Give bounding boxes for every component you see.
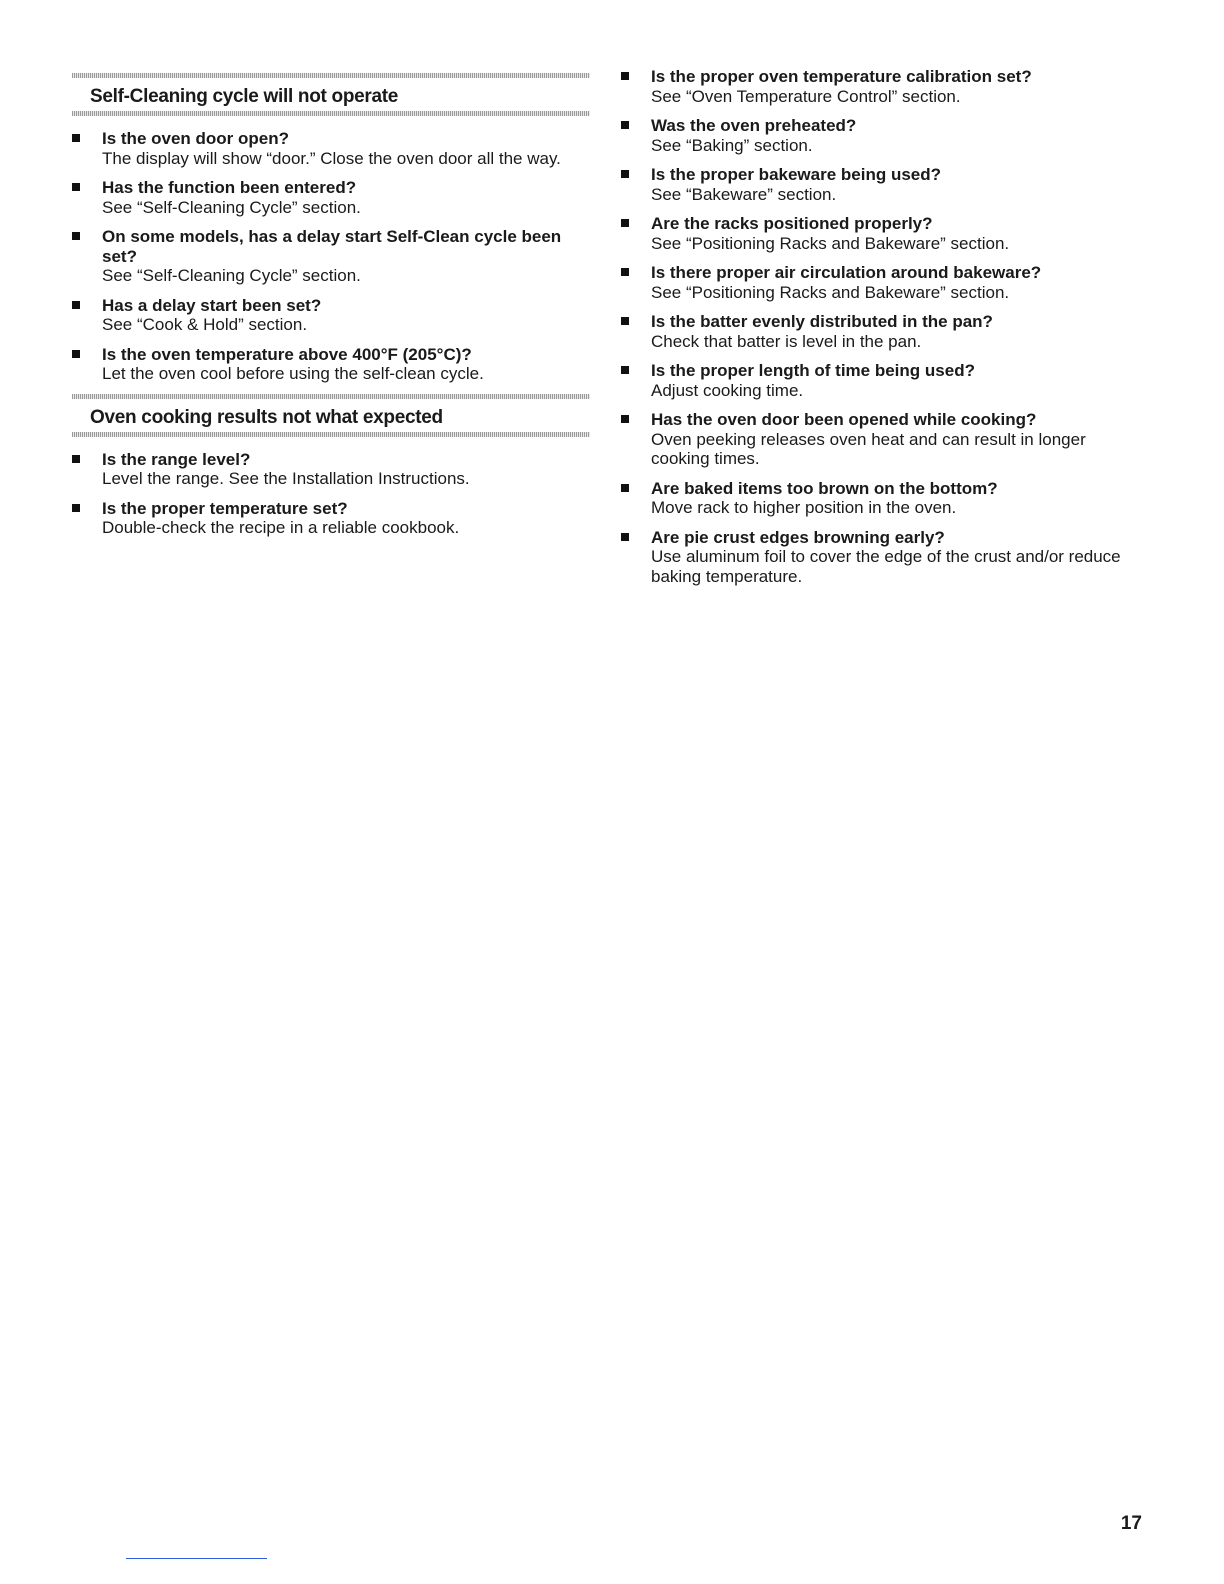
bullet-icon bbox=[72, 301, 80, 309]
list-item bbox=[621, 165, 1141, 204]
item-answer: See “Bakeware” section. bbox=[651, 184, 837, 204]
item-answer: Use aluminum foil to cover the edge of the crust and/or reduce baking temperature. bbox=[651, 547, 1121, 586]
bullet-icon bbox=[72, 350, 80, 358]
list-item bbox=[621, 67, 1141, 106]
list-item bbox=[72, 345, 590, 384]
list-item bbox=[621, 312, 1141, 351]
item-question: Was the oven preheated? bbox=[651, 116, 857, 135]
bullet-icon bbox=[621, 366, 629, 374]
item-answer: Move rack to higher position in the oven. bbox=[651, 498, 957, 517]
bullet-icon bbox=[72, 134, 80, 142]
item-answer: The display will show “door.” Close the oven door all the way. bbox=[102, 148, 561, 168]
item-answer: See “Positioning Racks and Bakeware” section. bbox=[651, 233, 1010, 253]
item-question: Is there proper air circulation around bakeware? bbox=[651, 263, 1042, 282]
item-question: Is the oven temperature above 400°F (205°C)? bbox=[102, 344, 472, 364]
left-column bbox=[72, 0, 590, 548]
section-header-cooking-results bbox=[72, 394, 590, 437]
section-title: Oven cooking results not what expected bbox=[90, 406, 443, 428]
item-question: Is the oven door open? bbox=[102, 129, 290, 148]
item-question: Is the proper temperature set? bbox=[102, 498, 348, 518]
list-item bbox=[621, 361, 1141, 400]
item-question: Is the batter evenly distributed in the pan? bbox=[651, 312, 993, 331]
list-item bbox=[72, 499, 590, 538]
bullet-icon bbox=[621, 170, 629, 178]
bullet-icon bbox=[72, 504, 80, 512]
item-answer: See “Oven Temperature Control” section. bbox=[651, 86, 961, 106]
item-answer: Level the range. See the Installation Instructions. bbox=[102, 469, 470, 488]
item-answer: See “Self-Cleaning Cycle” section. bbox=[102, 266, 361, 285]
list-item bbox=[72, 450, 590, 489]
bullet-icon bbox=[72, 232, 80, 240]
list-item bbox=[72, 296, 590, 335]
bullet-icon bbox=[621, 415, 629, 423]
item-answer: See “Positioning Racks and Bakeware” section. bbox=[651, 282, 1010, 302]
item-answer: Let the oven cool before using the self-clean cycle. bbox=[102, 364, 484, 383]
item-question: Has the oven door been opened while cooking? bbox=[651, 410, 1037, 429]
item-answer: See “Baking” section. bbox=[651, 135, 813, 155]
footer-link-line bbox=[126, 1558, 267, 1559]
bullet-icon bbox=[621, 317, 629, 325]
item-question: Are the racks positioned properly? bbox=[651, 214, 933, 233]
troubleshooting-list bbox=[72, 129, 590, 384]
list-item bbox=[621, 214, 1141, 253]
item-question: Has the function been entered? bbox=[102, 178, 357, 197]
section-title: Self-Cleaning cycle will not operate bbox=[90, 86, 399, 107]
item-question: Has a delay start been set? bbox=[102, 295, 322, 315]
section-header-self-cleaning bbox=[72, 73, 590, 116]
list-item bbox=[72, 227, 590, 286]
list-item bbox=[621, 263, 1141, 302]
item-question: Are pie crust edges browning early? bbox=[651, 527, 945, 547]
list-item bbox=[621, 479, 1141, 518]
list-item bbox=[621, 528, 1141, 587]
item-answer: Adjust cooking time. bbox=[651, 380, 804, 400]
bullet-icon bbox=[621, 72, 629, 80]
right-column bbox=[621, 0, 1141, 596]
bullet-icon bbox=[621, 121, 629, 129]
bullet-icon bbox=[621, 533, 629, 541]
troubleshooting-list bbox=[72, 450, 590, 538]
item-question: Is the range level? bbox=[102, 449, 251, 469]
list-item bbox=[621, 410, 1141, 469]
bullet-icon bbox=[621, 268, 629, 276]
list-item bbox=[72, 178, 590, 217]
item-answer: Double-check the recipe in a reliable cookbook. bbox=[102, 518, 460, 537]
bullet-icon bbox=[72, 455, 80, 463]
item-question: On some models, has a delay start Self-Clean cycle been set? bbox=[102, 227, 562, 266]
list-item bbox=[72, 129, 590, 168]
header-bottom-rule bbox=[72, 111, 590, 116]
item-question: Is the proper oven temperature calibration set? bbox=[651, 67, 1032, 86]
item-question: Are baked items too brown on the bottom? bbox=[651, 478, 998, 498]
item-answer: See “Cook & Hold” section. bbox=[102, 315, 308, 334]
bullet-icon bbox=[72, 183, 80, 191]
bullet-icon bbox=[621, 484, 629, 492]
item-answer: Check that batter is level in the pan. bbox=[651, 331, 922, 351]
page-number: 17 bbox=[1120, 1513, 1142, 1534]
item-answer: Oven peeking releases oven heat and can result in longer cooking times. bbox=[651, 429, 1086, 468]
list-item bbox=[621, 116, 1141, 155]
bullet-icon bbox=[621, 219, 629, 227]
header-bottom-rule bbox=[72, 432, 590, 437]
section-cooking-results bbox=[72, 394, 590, 538]
item-question: Is the proper length of time being used? bbox=[651, 361, 975, 380]
item-question: Is the proper bakeware being used? bbox=[651, 165, 942, 184]
troubleshooting-list bbox=[621, 67, 1141, 586]
item-answer: See “Self-Cleaning Cycle” section. bbox=[102, 197, 361, 217]
